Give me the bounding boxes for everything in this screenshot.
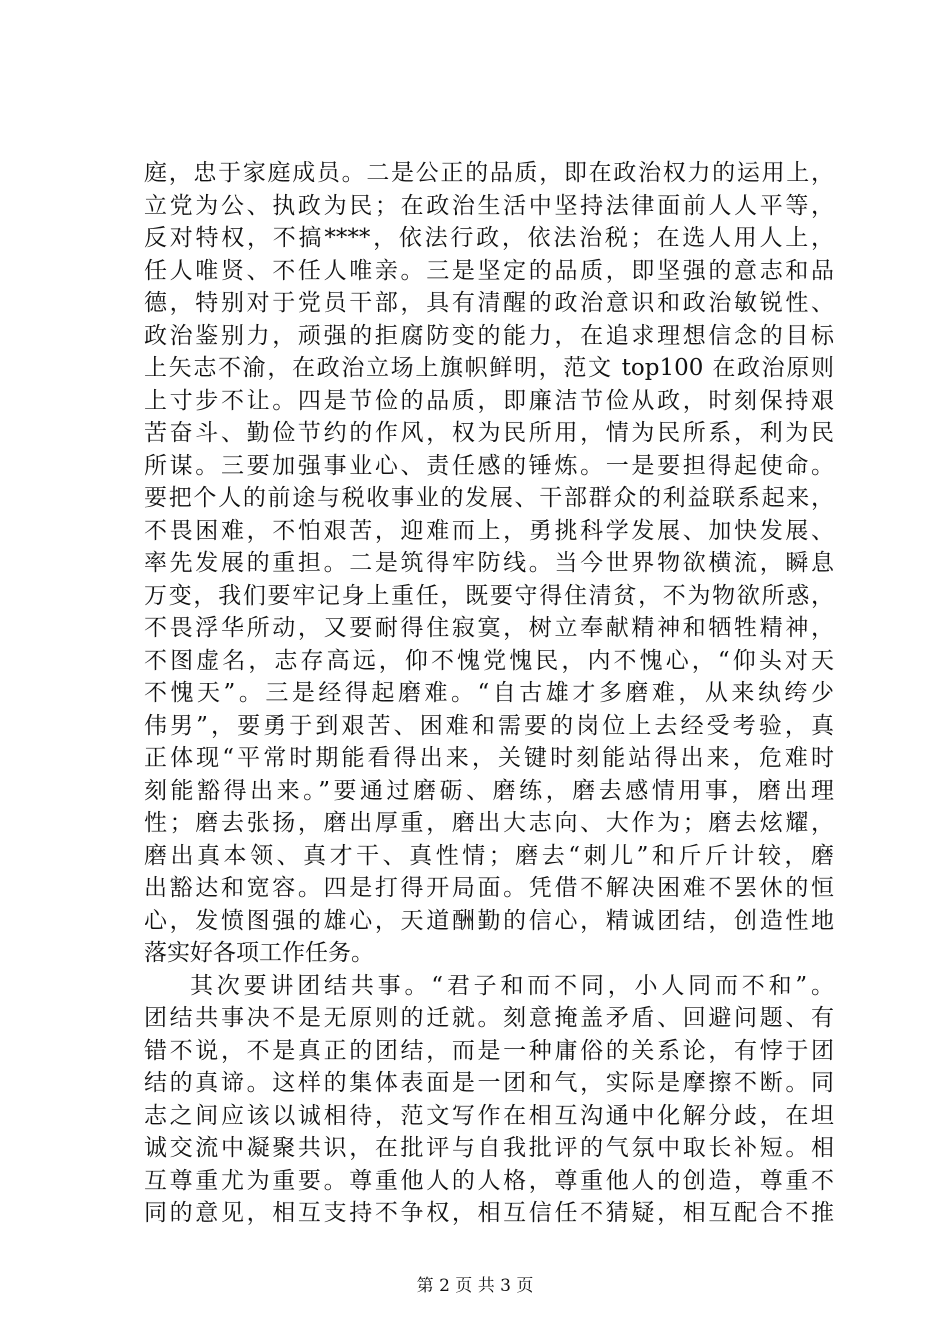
text-line-5: 德，特别对于党员干部，具有清醒的政治意识和政治敏锐性、 (144, 290, 834, 316)
text-line-15: 不畏浮华所动，又要耐得住寂寞，树立奉献精神和牺牲精神， (144, 615, 834, 641)
text-line-9: 苦奋斗、勤俭节约的作风，权为民所用，情为民所系，利为民 (144, 420, 834, 446)
text-line-30: 志之间应该以诚相待，范文写作在相互沟通中化解分歧，在坦 (144, 1102, 834, 1129)
text-line-1: 庭，忠于家庭成员。二是公正的品质，即在政治权力的运用上， (144, 160, 834, 186)
body-text (144, 157, 834, 1230)
text-line-18: 伟男”，要勇于到艰苦、困难和需要的岗位上去经受考验，真 (144, 712, 834, 739)
text-line-25: 落实好各项工作任务。 (144, 940, 374, 966)
text-line-10: 所谋。三要加强事业心、责任感的锤炼。一是要担得起使命。 (144, 452, 834, 479)
text-line-4: 任人唯贤、不任人唯亲。三是坚定的品质，即坚强的意志和品 (144, 257, 834, 284)
text-line-17: 不愧天”。三是经得起磨难。“自古雄才多磨难，从来纨绔少 (144, 680, 834, 706)
text-line-16: 不图虚名，志存高远，仰不愧党愧民，内不愧心，“仰头对天 (144, 647, 834, 674)
text-line-27: 团结共事决不是无原则的迁就。刻意掩盖矛盾、回避问题、有 (144, 1005, 834, 1031)
text-line-33: 同的意见，相互支持不争权，相互信任不猜疑，相互配合不推 (144, 1200, 834, 1226)
text-line-7: 上矢志不渝，在政治立场上旗帜鲜明，范文 top100 在政治原则 (144, 355, 834, 381)
text-line-21: 性；磨去张扬，磨出厚重，磨出大志向、大作为；磨去炫耀， (144, 810, 834, 836)
text-line-24: 心，发愤图强的雄心，天道酬勤的信心，精诚团结，创造性地 (144, 907, 834, 934)
text-line-32: 互尊重尤为重要。尊重他人的人格，尊重他人的创造，尊重不 (144, 1167, 834, 1194)
text-line-31: 诚交流中凝聚共识，在批评与自我批评的气氛中取长补短。相 (144, 1135, 834, 1161)
text-line-12: 不畏困难，不怕艰苦，迎难而上，勇挑科学发展、加快发展、 (144, 517, 834, 544)
text-line-2: 立党为公、执政为民；在政治生活中坚持法律面前人人平等， (144, 192, 834, 219)
text-line-19: 正体现“平常时期能看得出来，关键时刻能站得出来，危难时 (144, 745, 834, 771)
text-line-13: 率先发展的重担。二是筑得牢防线。当今世界物欲横流，瞬息 (144, 550, 834, 576)
text-line-20: 刻能豁得出来。”要通过磨砺、磨练，磨去感情用事，磨出理 (144, 777, 834, 804)
text-line-23: 出豁达和宽容。四是打得开局面。凭借不解决困难不罢休的恒 (144, 875, 834, 901)
text-line-8: 上寸步不让。四是节俭的品质，即廉洁节俭从政，时刻保持艰 (144, 387, 834, 414)
text-line-22: 磨出真本领、真才干、真性情；磨去“刺儿”和斤斤计较，磨 (144, 842, 834, 869)
text-line-3: 反对特权，不搞****，依法行政，依法治税；在选人用人上， (144, 225, 834, 251)
text-line-14: 万变，我们要牢记身上重任，既要守得住清贫，不为物欲所惑， (144, 582, 834, 609)
text-line-6: 政治鉴别力，顽强的拒腐防变的能力，在追求理想信念的目标 (144, 322, 834, 349)
text-line-26: 其次要讲团结共事。“君子和而不同，小人同而不和”。 (190, 972, 834, 999)
text-line-28: 错不说，不是真正的团结，而是一种庸俗的关系论，有悖于团 (144, 1037, 834, 1064)
text-line-11: 要把个人的前途与税收事业的发展、干部群众的利益联系起来， (144, 485, 834, 511)
text-line-29: 结的真谛。这样的集体表面是一团和气，实际是摩擦不断。同 (144, 1070, 834, 1096)
page-footer: 第 2 页 共 3 页 (416, 1276, 534, 1296)
